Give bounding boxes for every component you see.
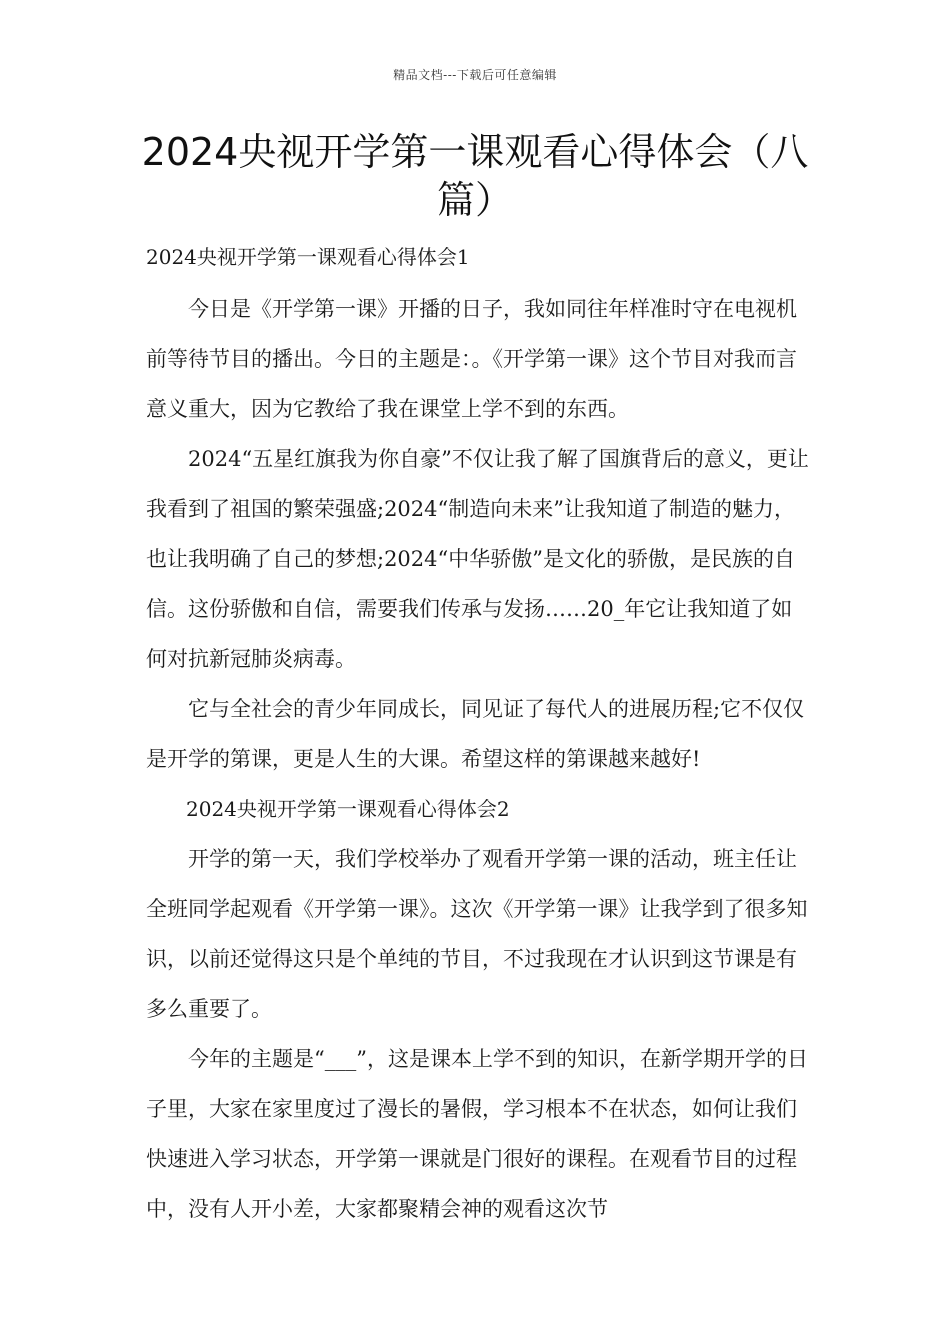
header-note: 精品文档---下载后可任意编辑 <box>393 68 557 82</box>
document-body <box>146 232 810 1234</box>
paragraph: 今日是《开学第一课》开播的日子，我如同往年样准时守在电视机前等待节目的播出。今日的主题是：。《开学第一课》这个节目对我而言意义重大，因为它教给了我在课堂上学不到的东西。 <box>146 297 797 421</box>
paragraph: 它与全社会的青少年同成长，同见证了每代人的进展历程;它不仅仅是开学的第课，更是人生的大课。希望这样的第课越来越好! <box>146 697 805 771</box>
paragraph: 开学的第一天，我们学校举办了观看开学第一课的活动，班主任让全班同学起观看《开学第一课》。这次《开学第一课》让我学到了很多知识，以前还觉得这只是个单纯的节目，不过我现在才认识到这节课是有多么重要了。 <box>146 847 808 1021</box>
document-title: 2024央视开学第一课观看心得体会（八篇） <box>141 130 809 222</box>
paragraph: 2024“五星红旗我为你自豪”不仅让我了解了国旗背后的意义，更让我看到了祖国的繁荣强盛;2024“制造向未来”让我知道了制造的魅力，也让我明确了自己的梦想;2024“中华骄傲”是文化的骄傲，是民族的自信。这份骄傲和自信，需要我们传承与发扬……20_年它让我知道了如何对抗新冠肺炎病毒。 <box>146 447 809 671</box>
section-heading-1: 2024央视开学第一课观看心得体会1 <box>146 245 470 269</box>
paragraph: 今年的主题是“___”，这是课本上学不到的知识，在新学期开学的日子里，大家在家里度过了漫长的暑假，学习根本不在状态，如何让我们快速进入学习状态，开学第一课就是门很好的课程。在观看节目的过程中，没有人开小差，大家都聚精会神的观看这次节 <box>146 1047 808 1221</box>
section-heading-2: 2024央视开学第一课观看心得体会2 <box>186 797 510 821</box>
